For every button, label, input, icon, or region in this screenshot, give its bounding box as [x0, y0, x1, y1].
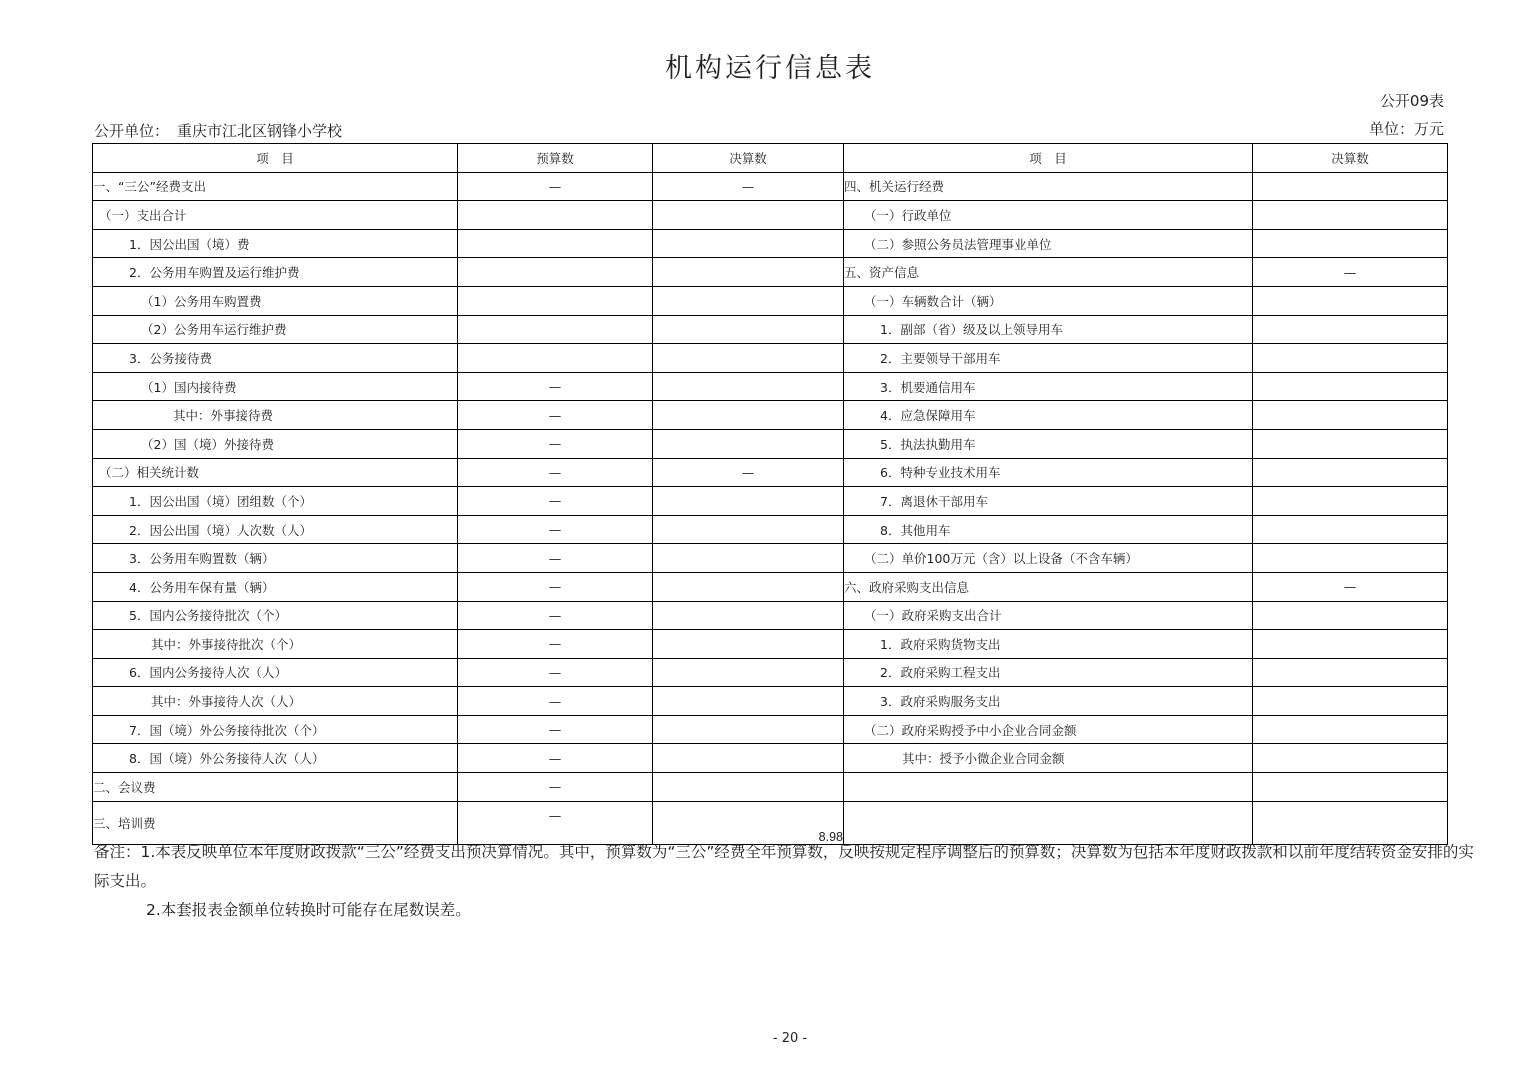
right-final-cell	[1253, 658, 1448, 687]
right-final-cell	[1253, 515, 1448, 544]
left-item: 2．公务用车购置及运行维护费	[93, 258, 458, 287]
final-cell	[653, 372, 844, 401]
right-item: （一）政府采购支出合计	[844, 601, 1253, 630]
budget-cell	[458, 201, 653, 230]
final-cell	[653, 658, 844, 687]
budget-cell: —	[458, 429, 653, 458]
right-final-cell	[1253, 172, 1448, 201]
final-cell: —	[653, 458, 844, 487]
right-item: 六、政府采购支出信息	[844, 572, 1253, 601]
form-number: 公开09表	[1379, 92, 1444, 110]
final-cell	[653, 286, 844, 315]
budget-cell: —	[458, 658, 653, 687]
final-cell	[653, 715, 844, 744]
final-cell	[653, 487, 844, 516]
table-row	[93, 201, 1448, 230]
final-cell	[653, 773, 844, 802]
table-row	[93, 429, 1448, 458]
right-item: （二）单价100万元（含）以上设备（不含车辆）	[844, 544, 1253, 573]
left-item: 2．因公出国（境）人次数（人）	[93, 515, 458, 544]
budget-cell: —	[458, 715, 653, 744]
table-header-row	[93, 144, 1448, 173]
right-final-cell	[1253, 715, 1448, 744]
right-item: 1．副部（省）级及以上领导用车	[844, 315, 1253, 344]
right-final-cell	[1253, 687, 1448, 716]
table-row	[93, 372, 1448, 401]
right-item: 5．执法执勤用车	[844, 429, 1253, 458]
left-item: 1．因公出国（境）团组数（个）	[93, 487, 458, 516]
budget-cell: —	[458, 487, 653, 516]
reporting-unit	[94, 120, 350, 141]
right-item: 3．政府采购服务支出	[844, 687, 1253, 716]
right-final-cell	[1253, 372, 1448, 401]
budget-cell	[458, 315, 653, 344]
right-final-cell	[1253, 773, 1448, 802]
budget-cell: —	[458, 687, 653, 716]
right-item: 6．特种专业技术用车	[844, 458, 1253, 487]
right-item: （一）车辆数合计（辆）	[844, 286, 1253, 315]
table-row	[93, 258, 1448, 287]
header-budget: 预算数	[458, 144, 653, 173]
final-cell	[653, 429, 844, 458]
right-final-cell	[1253, 630, 1448, 659]
left-item: 一、“三公”经费支出	[93, 172, 458, 201]
right-final-cell	[1253, 487, 1448, 516]
left-item: 二、会议费	[93, 773, 458, 802]
budget-cell: —	[458, 458, 653, 487]
budget-cell: —	[458, 572, 653, 601]
final-cell: 8.98	[653, 801, 844, 844]
left-item: （一）支出合计	[93, 201, 458, 230]
final-cell	[653, 229, 844, 258]
table-row	[93, 715, 1448, 744]
right-item: （二）政府采购授予中小企业合同金额	[844, 715, 1253, 744]
right-final-cell	[1253, 315, 1448, 344]
left-item: 其中：外事接待批次（个）	[93, 630, 458, 659]
right-final-cell	[1253, 458, 1448, 487]
right-final-cell: —	[1253, 572, 1448, 601]
left-item: 1．因公出国（境）费	[93, 229, 458, 258]
left-item: 6．国内公务接待人次（人）	[93, 658, 458, 687]
left-item: （1）公务用车购置费	[93, 286, 458, 315]
final-cell	[653, 572, 844, 601]
left-item: 3．公务接待费	[93, 344, 458, 373]
budget-cell: —	[458, 172, 653, 201]
table-row	[93, 630, 1448, 659]
table-row	[93, 229, 1448, 258]
left-item: 其中：外事接待人次（人）	[93, 687, 458, 716]
budget-cell: —	[458, 544, 653, 573]
right-item: 其中：授予小微企业合同金额	[844, 744, 1253, 773]
left-item: 三、培训费	[93, 801, 458, 844]
budget-cell: —	[458, 401, 653, 430]
final-cell	[653, 601, 844, 630]
notes	[94, 838, 1484, 925]
budget-cell: —	[458, 630, 653, 659]
header-final-right: 决算数	[1253, 144, 1448, 173]
right-final-cell	[1253, 744, 1448, 773]
header-right-item: 项 目	[844, 144, 1253, 173]
right-item: 3．机要通信用车	[844, 372, 1253, 401]
page-title: 机构运行信息表	[665, 53, 875, 84]
right-item: 7．离退休干部用车	[844, 487, 1253, 516]
note-line-1: 备注：1.本表反映单位本年度财政拨款“三公”经费支出预决算情况。其中，预算数为“三公”经费全年预算数，反映按规定程序调整后的预算数；决算数为包括本年度财政拨款和以前年度结转资金安排的实际支出。	[94, 843, 1474, 890]
right-item: 2．政府采购工程支出	[844, 658, 1253, 687]
right-final-cell	[1253, 429, 1448, 458]
header-final-left: 决算数	[653, 144, 844, 173]
budget-cell: —	[458, 744, 653, 773]
right-item: （一）行政单位	[844, 201, 1253, 230]
page-number: - 20 -	[772, 1031, 808, 1046]
table-row	[93, 286, 1448, 315]
table-row	[93, 744, 1448, 773]
left-item: 8．国（境）外公务接待人次（人）	[93, 744, 458, 773]
table-row	[93, 658, 1448, 687]
right-final-cell: —	[1253, 258, 1448, 287]
reporting-unit-label: 公开单位：	[94, 122, 170, 140]
left-item: （二）相关统计数	[93, 458, 458, 487]
right-final-cell	[1253, 401, 1448, 430]
final-cell	[653, 744, 844, 773]
budget-cell: —	[458, 773, 653, 802]
table-row	[93, 572, 1448, 601]
budget-cell	[458, 344, 653, 373]
left-item: 4．公务用车保有量（辆）	[93, 572, 458, 601]
right-item	[844, 773, 1253, 802]
budget-cell: —	[458, 372, 653, 401]
right-final-cell	[1253, 286, 1448, 315]
info-table	[92, 143, 1448, 845]
right-item: 五、资产信息	[844, 258, 1253, 287]
right-final-cell	[1253, 344, 1448, 373]
final-cell: —	[653, 172, 844, 201]
table-row	[93, 487, 1448, 516]
budget-cell: —	[458, 601, 653, 630]
final-cell	[653, 344, 844, 373]
left-item: （2）国（境）外接待费	[93, 429, 458, 458]
table-row	[93, 458, 1448, 487]
right-item: （二）参照公务员法管理事业单位	[844, 229, 1253, 258]
reporting-unit-name: 重庆市江北区钢锋小学校	[177, 122, 343, 140]
table-row	[93, 401, 1448, 430]
right-final-cell	[1253, 229, 1448, 258]
table-row	[93, 773, 1448, 802]
budget-cell	[458, 286, 653, 315]
final-cell	[653, 258, 844, 287]
left-item: （2）公务用车运行维护费	[93, 315, 458, 344]
note-line-2: 2.本套报表金额单位转换时可能存在尾数误差。	[146, 901, 471, 919]
final-cell	[653, 687, 844, 716]
right-item: 2．主要领导干部用车	[844, 344, 1253, 373]
table-row	[93, 344, 1448, 373]
right-final-cell	[1253, 601, 1448, 630]
left-item: 5．国内公务接待批次（个）	[93, 601, 458, 630]
left-item: 其中：外事接待费	[93, 401, 458, 430]
left-item: （1）国内接待费	[93, 372, 458, 401]
budget-cell: —	[458, 515, 653, 544]
right-final-cell	[1253, 201, 1448, 230]
budget-cell	[458, 229, 653, 258]
left-item: 3．公务用车购置数（辆）	[93, 544, 458, 573]
right-item: 四、机关运行经费	[844, 172, 1253, 201]
final-cell	[653, 630, 844, 659]
budget-cell: —	[458, 801, 653, 844]
left-item: 7．国（境）外公务接待批次（个）	[93, 715, 458, 744]
header-left-item: 项 目	[93, 144, 458, 173]
table-row	[93, 315, 1448, 344]
right-final-cell	[1253, 544, 1448, 573]
right-item: 1．政府采购货物支出	[844, 630, 1253, 659]
table-row	[93, 515, 1448, 544]
table-row	[93, 172, 1448, 201]
right-item: 8．其他用车	[844, 515, 1253, 544]
table-row	[93, 601, 1448, 630]
final-cell	[653, 201, 844, 230]
final-cell	[653, 544, 844, 573]
final-cell	[653, 515, 844, 544]
right-item: 4．应急保障用车	[844, 401, 1253, 430]
budget-cell	[458, 258, 653, 287]
table-row	[93, 544, 1448, 573]
table-row	[93, 687, 1448, 716]
money-unit: 单位：万元	[1368, 120, 1444, 138]
final-cell	[653, 315, 844, 344]
final-cell	[653, 401, 844, 430]
